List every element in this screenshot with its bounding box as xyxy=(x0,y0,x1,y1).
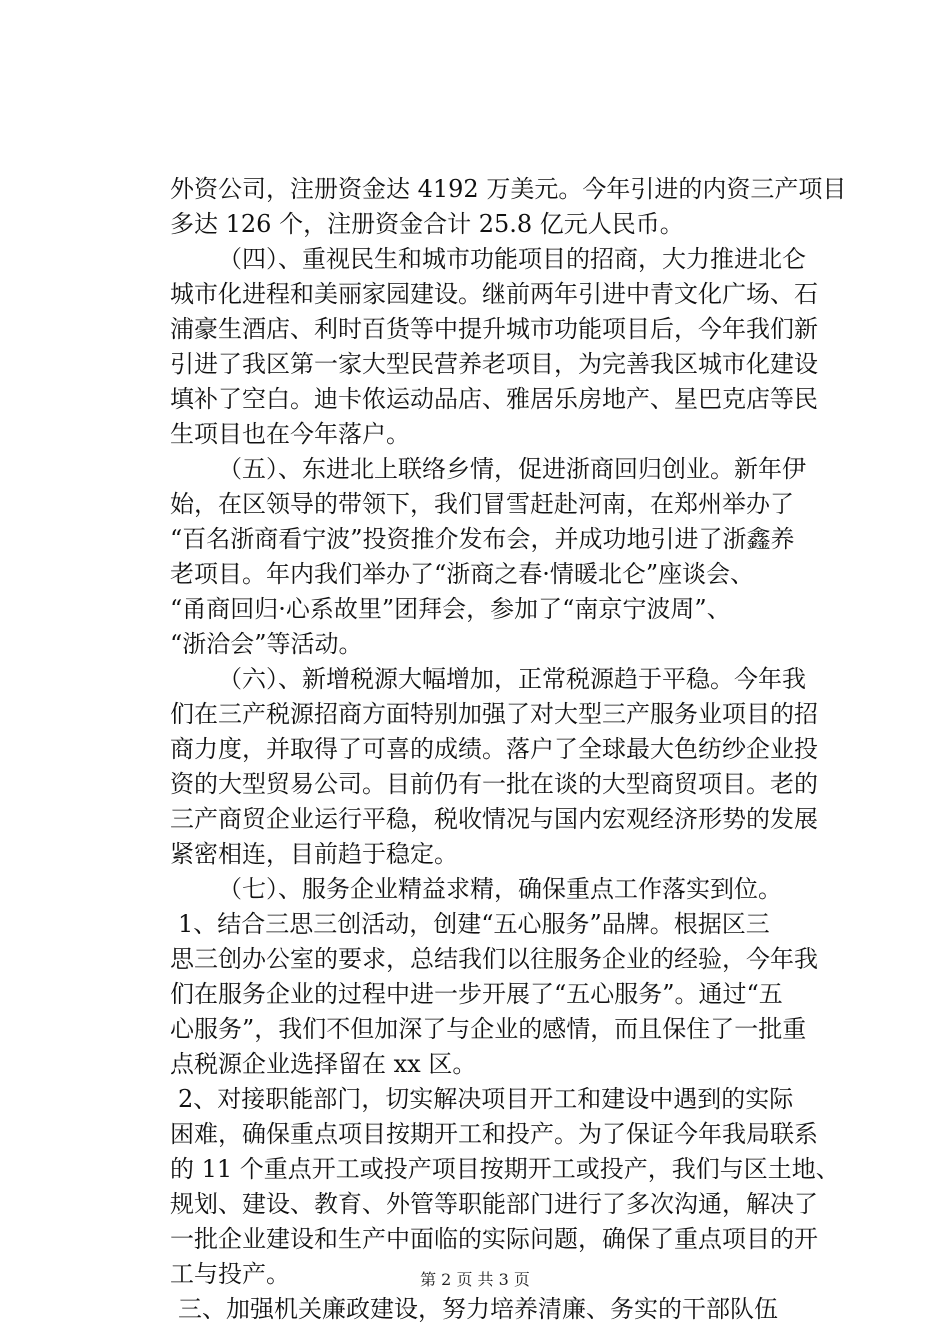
section-heading-5: （五）、东进北上联络乡情，促进浙商回归创业。新年伊 xyxy=(218,455,806,483)
text-line: 思三创办公室的要求，总结我们以往服务企业的经验，今年我 xyxy=(170,945,818,973)
section-heading-4: （四）、重视民生和城市功能项目的招商，大力推进北仑 xyxy=(218,245,806,273)
document-body xyxy=(170,172,847,1327)
text-line: 点税源企业选择留在 xx 区。 xyxy=(170,1050,477,1078)
text-line: 三产商贸企业运行平稳，税收情况与国内宏观经济形势的发展 xyxy=(170,805,818,833)
text-line: 老项目。年内我们举办了“浙商之春·情暖北仑”座谈会、 xyxy=(170,560,755,588)
text-line: 城市化进程和美丽家园建设。继前两年引进中青文化广场、石 xyxy=(170,280,818,308)
text-line: 困难，确保重点项目按期开工和投产。为了保证今年我局联系 xyxy=(170,1120,818,1148)
text-line: 外资公司，注册资金达 4192 万美元。今年引进的内资三产项目 xyxy=(170,175,847,203)
text-line: 引进了我区第一家大型民营养老项目，为完善我区城市化建设 xyxy=(170,350,818,378)
text-line: 商力度，并取得了可喜的成绩。落户了全球最大色纺纱企业投 xyxy=(170,735,818,763)
text-line: 规划、建设、教育、外管等职能部门进行了多次沟通，解决了 xyxy=(170,1190,818,1218)
section-heading-3: 三、加强机关廉政建设，努力培养清廉、务实的干部队伍 xyxy=(178,1295,778,1323)
text-line: 始，在区领导的带领下，我们冒雪赶赴河南，在郑州举办了 xyxy=(170,490,794,518)
page-footer xyxy=(0,1270,950,1290)
text-line: 资的大型贸易公司。目前仍有一批在谈的大型商贸项目。老的 xyxy=(170,770,818,798)
section-heading-6: （六）、新增税源大幅增加，正常税源趋于平稳。今年我 xyxy=(218,665,806,693)
text-line: “甬商回归·心系故里”团拜会，参加了“南京宁波周”、 xyxy=(170,595,731,623)
text-line: 一批企业建设和生产中面临的实际问题，确保了重点项目的开 xyxy=(170,1225,818,1253)
text-line: 多达 126 个，注册资金合计 25.8 亿元人民币。 xyxy=(170,210,684,238)
text-line: 们在三产税源招商方面特别加强了对大型三产服务业项目的招 xyxy=(170,700,818,728)
text-line: “百名浙商看宁波”投资推介发布会，并成功地引进了浙鑫养 xyxy=(170,525,795,553)
text-line: 填补了空白。迪卡侬运动品店、雅居乐房地产、星巴克店等民 xyxy=(170,385,818,413)
text-line: 生项目也在今年落户。 xyxy=(170,420,410,448)
text-line: “浙洽会”等活动。 xyxy=(170,630,363,658)
page-number: 第 2 页 共 3 页 xyxy=(420,1270,530,1289)
numbered-item-2: 2、对接职能部门，切实解决项目开工和建设中遇到的实际 xyxy=(178,1085,794,1113)
text-line: 的 11 个重点开工或投产项目按期开工或投产，我们与区土地、 xyxy=(170,1155,840,1183)
text-line: 们在服务企业的过程中进一步开展了“五心服务”。通过“五 xyxy=(170,980,783,1008)
text-line: 浦豪生酒店、利时百货等中提升城市功能项目后，今年我们新 xyxy=(170,315,818,343)
section-heading-7: （七）、服务企业精益求精，确保重点工作落实到位。 xyxy=(218,875,782,903)
text-line: 心服务”，我们不但加深了与企业的感情，而且保住了一批重 xyxy=(170,1015,807,1043)
text-line: 紧密相连，目前趋于稳定。 xyxy=(170,840,458,868)
numbered-item-1: 1、结合三思三创活动，创建“五心服务”品牌。根据区三 xyxy=(178,910,770,938)
text-line: 工与投产。 xyxy=(170,1260,290,1288)
